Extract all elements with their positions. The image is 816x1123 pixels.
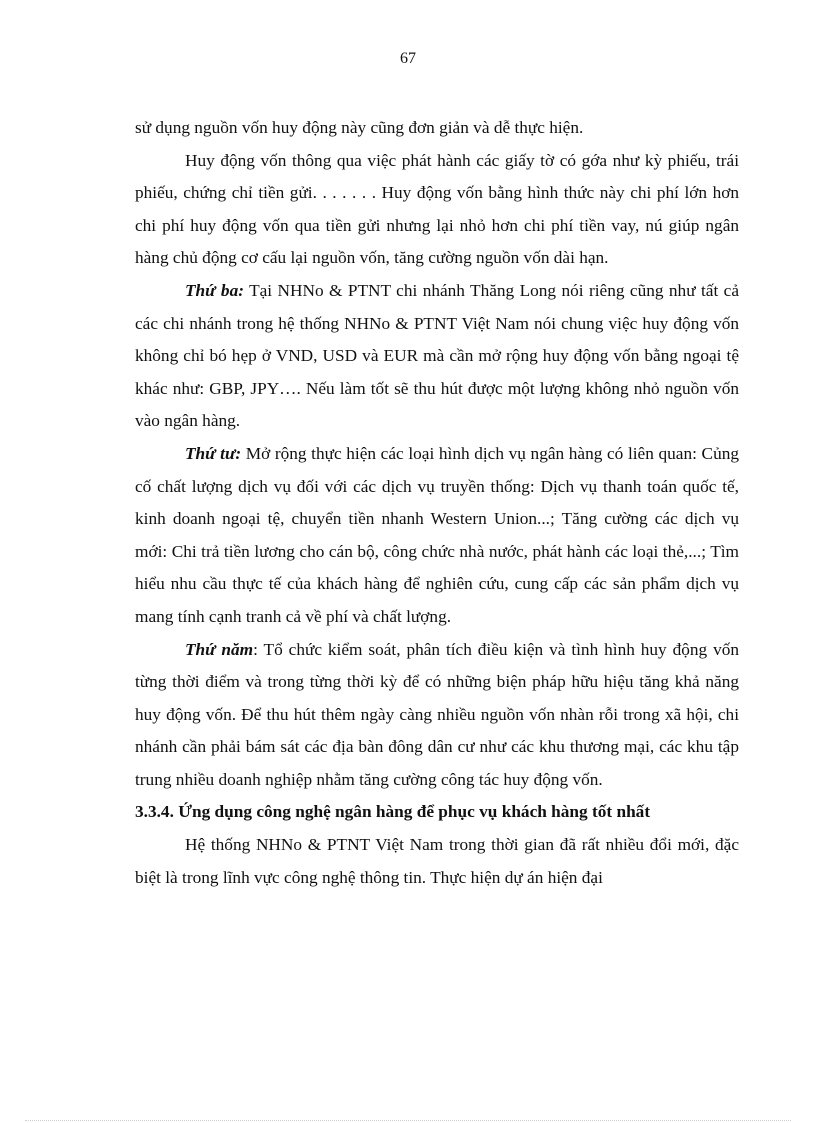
page-number: 67 (400, 50, 416, 67)
paragraph-technology (135, 829, 739, 894)
paragraph-text: : Tổ chức kiểm soát, phân tích điều kiện và tình hình huy động vốn từng thời điểm và trong từng thời kỳ để có những biện pháp hữu hiệu tăng khả năng huy động vốn. Để thu hút thêm ngày càng nhiều nguồn vốn nhàn rỗi trong xã hội, chi nhánh cần phải bám sát các địa bàn đông dân cư như các khu thương mại, các khu tập trung nhiều doanh nghiệp nhằm tăng cường công tác huy động vốn. (135, 639, 739, 789)
paragraph-thu-ba (135, 275, 739, 438)
paragraph-thu-nam (135, 634, 739, 797)
page-bottom-divider (25, 1120, 791, 1121)
section-heading: 3.3.4. Ứng dụng công nghệ ngân hàng để phục vụ khách hàng tốt nhất (135, 802, 651, 822)
document-body (135, 112, 739, 894)
paragraph-text: Mở rộng thực hiện các loại hình dịch vụ ngân hàng có liên quan: Củng cố chất lượng dịch vụ đối với các dịch vụ truyền thống: Dịch vụ thanh toán quốc tế, kinh doanh ngoại tệ, chuyển tiền nhanh Western Union...; Tăng cường các dịch vụ mới: Chi trả tiền lương cho cán bộ, công chức nhà nước, phát hành các loại thẻ,...; Tìm hiểu nhu cầu thực tế của khách hàng để nghiên cứu, cung cấp các sản phẩm dịch vụ mang tính cạnh tranh cả về phí và chất lượng. (135, 443, 739, 626)
paragraph-thu-tu (135, 438, 739, 634)
paragraph-text: sử dụng nguồn vốn huy động này cũng đơn giản và dễ thực hiện. (135, 118, 584, 137)
paragraph-lead: Thứ năm (185, 639, 254, 659)
paragraph-text: Hệ thống NHNo & PTNT Việt Nam trong thời gian đã rất nhiều đổi mới, đặc biệt là trong lĩnh vực công nghệ thông tin. Thực hiện dự án hiện đại (135, 835, 739, 887)
paragraph-continuation (135, 112, 739, 145)
paragraph-issuance (135, 145, 739, 275)
paragraph-lead: Thứ ba: (185, 280, 244, 300)
paragraph-text: Huy động vốn thông qua việc phát hành các giấy tờ có gớa như kỳ phiếu, trái phiếu, chứng chỉ tiền gửi. . . . . . . Huy động vốn bằng hình thức này chi phí lớn hơn chi phí huy động vốn qua tiền gửi nhưng lại nhỏ hơn chi phí tiền vay, nú giúp ngân hàng chủ động cơ cấu lại nguồn vốn, tăng cường nguồn vốn dài hạn. (135, 150, 739, 268)
paragraph-lead: Thứ tư: (185, 443, 242, 463)
paragraph-text: Tại NHNo & PTNT chi nhánh Thăng Long nói riêng cũng như tất cả các chi nhánh trong hệ thống NHNo & PTNT Việt Nam nói chung việc huy động vốn không chỉ bó hẹp ở VND, USD và EUR mà cần mở rộng huy động vốn bằng ngoại tệ khác như: GBP, JPY…. Nếu làm tốt sẽ thu hút được một lượng không nhỏ nguồn vốn vào ngân hàng. (135, 280, 739, 431)
